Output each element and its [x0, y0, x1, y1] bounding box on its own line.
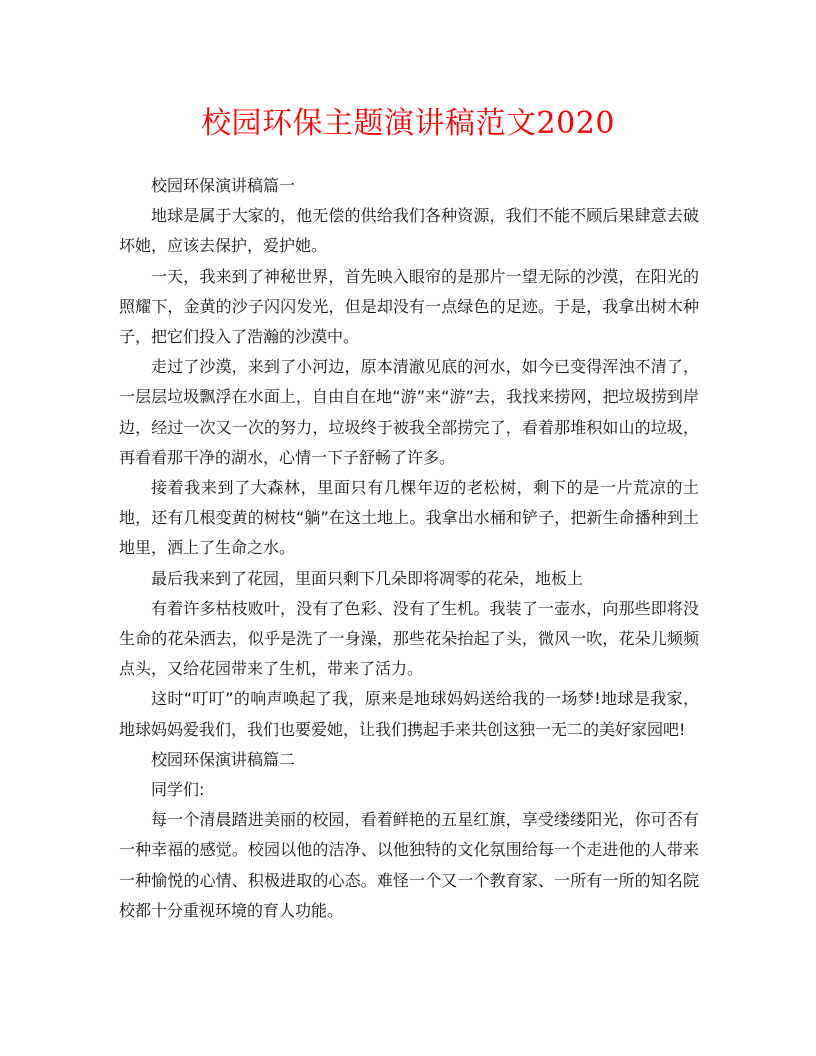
- paragraph: 每一个清晨踏进美丽的校园，看着鲜艳的五星红旗，享受缕缕阳光，你可否有一种幸福的感觉。校园以他的洁净、以他独特的文化氛围给每一个走进他的人带来一种愉悦的心情、积极进取的心态。难怪一个又一个教育家、一所有一所的知名院校都十分重视环境的育人功能。: [119, 810, 699, 920]
- section-heading-2: 校园环保演讲稿篇二: [151, 749, 296, 769]
- section-heading-1: 校园环保演讲稿篇一: [151, 176, 296, 195]
- paragraph: 最后我来到了花园，里面只剩下几朵即将凋零的花朵，地板上: [151, 568, 584, 588]
- paragraph: 有着许多枯枝败叶，没有了色彩、没有了生机。我装了一壶水，向那些即将没生命的花朵洒去，似乎是洗了一身澡，那些花朵抬起了头，微风一吹，花朵儿频频点头，又给花园带来了生机，带来了活力。: [119, 598, 699, 679]
- document-body: [119, 171, 699, 926]
- paragraph: 接着我来到了大森林，里面只有几棵年迈的老松树，剩下的是一片荒凉的土地，还有几根变黄的树枝“躺”在这土地上。我拿出水桶和铲子，把新生命播种到土地里，洒上了生命之水。: [119, 478, 699, 558]
- document-title: 校园环保主题演讲稿范文2020: [201, 106, 615, 141]
- paragraph: 这时“叮叮”的响声唤起了我，原来是地球妈妈送给我的一场梦!地球是我家，地球妈妈爱我们，我们也要爱她，让我们携起手来共创这独一无二的美好家园吧!: [119, 689, 699, 739]
- paragraph: 地球是属于大家的，他无偿的供给我们各种资源，我们不能不顾后果肆意去破坏她，应该去保护，爱护她。: [119, 206, 699, 256]
- paragraph: 一天，我来到了神秘世界，首先映入眼帘的是那片一望无际的沙漠，在阳光的照耀下，金黄的沙子闪闪发光，但是却没有一点绿色的足迹。于是，我拿出树木种子，把它们投入了浩瀚的沙漠中。: [119, 266, 699, 347]
- salutation: 同学们:: [151, 780, 205, 800]
- paragraph: 走过了沙漠，来到了小河边，原本清澈见底的河水，如今已变得浑浊不清了，一层层垃圾飘浮在水面上，自由自在地“游”来“游”去，我找来捞网，把垃圾捞到岸边，经过一次又一次的努力，垃圾终于被我全部捞完了，看着那堆积如山的垃圾，再看看那干净的湖水，心情一下子舒畅了许多。: [119, 357, 699, 467]
